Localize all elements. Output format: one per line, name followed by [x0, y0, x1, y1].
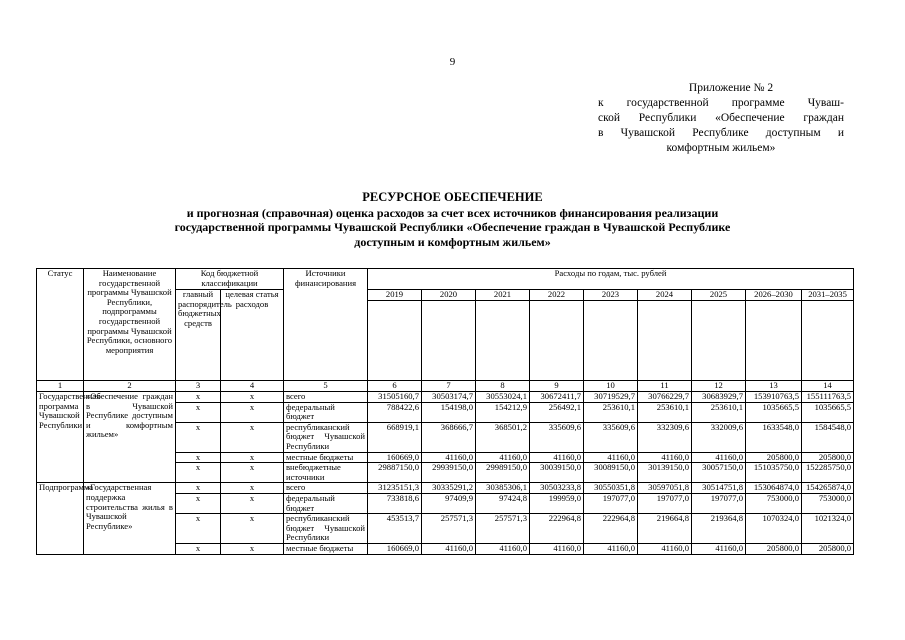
cell-value: 153064874,0 [746, 483, 802, 494]
column-number: 4 [221, 381, 284, 392]
cell-value: 154265874,0 [802, 483, 854, 494]
column-number: 10 [584, 381, 638, 392]
cell-code-target: x [221, 543, 284, 554]
table-row [37, 392, 854, 403]
cell-value: 197077,0 [584, 493, 638, 513]
row-status: Государственная программа Чувашской Республики [37, 392, 84, 483]
cell-value: 253610,1 [638, 402, 692, 422]
cell-value: 31235151,3 [368, 483, 422, 494]
cell-value: 205800,0 [802, 452, 854, 463]
cell-value: 30089150,0 [584, 463, 638, 483]
document-heading [80, 190, 825, 249]
cell-code-main: x [176, 483, 221, 494]
header-code-main: главный распорядитель бюджетных средств [176, 290, 221, 381]
cell-value: 29989150,0 [476, 463, 530, 483]
cell-value: 41160,0 [638, 452, 692, 463]
cell-code-main: x [176, 463, 221, 483]
column-number: 5 [284, 381, 368, 392]
cell-code-main: x [176, 422, 221, 452]
cell-value: 30514751,8 [692, 483, 746, 494]
cell-value: 1070324,0 [746, 514, 802, 544]
cell-value: 30683929,7 [692, 392, 746, 403]
cell-value: 29939150,0 [422, 463, 476, 483]
column-number: 12 [692, 381, 746, 392]
cell-code-target: x [221, 514, 284, 544]
cell-value: 197077,0 [692, 493, 746, 513]
header-year: 2019 [368, 290, 422, 301]
cell-value: 1035665,5 [746, 402, 802, 422]
cell-value: 30039150,0 [530, 463, 584, 483]
cell-value: 368666,7 [422, 422, 476, 452]
cell-value: 41160,0 [584, 543, 638, 554]
cell-source: всего [284, 392, 368, 403]
column-number: 14 [802, 381, 854, 392]
cell-value: 30503233,8 [530, 483, 584, 494]
cell-value: 153910763,5 [746, 392, 802, 403]
appendix-line: ской Республики «Обеспечение граждан [598, 112, 844, 124]
header-year: 2022 [530, 290, 584, 301]
cell-code-main: x [176, 402, 221, 422]
heading-line: доступным и комфортным жильем» [354, 234, 551, 249]
cell-value: 332309,6 [638, 422, 692, 452]
header-code-target: целевая статья расходов [221, 290, 284, 381]
cell-value: 257571,3 [422, 514, 476, 544]
cell-code-target: x [221, 452, 284, 463]
cell-value: 205800,0 [746, 543, 802, 554]
cell-code-target: x [221, 402, 284, 422]
cell-value: 30057150,0 [692, 463, 746, 483]
cell-value: 222964,8 [584, 514, 638, 544]
table-row [37, 483, 854, 494]
cell-value: 41160,0 [584, 452, 638, 463]
cell-code-main: x [176, 514, 221, 544]
column-number: 1 [37, 381, 84, 392]
header-year: 2025 [692, 290, 746, 301]
cell-value: 30553024,1 [476, 392, 530, 403]
cell-value: 97409,9 [422, 493, 476, 513]
cell-value: 1633548,0 [746, 422, 802, 452]
cell-source: внебюджетные источники [284, 463, 368, 483]
cell-value: 257571,3 [476, 514, 530, 544]
cell-value: 41160,0 [530, 452, 584, 463]
cell-value: 41160,0 [692, 543, 746, 554]
cell-value: 29887150,0 [368, 463, 422, 483]
cell-value: 1021324,0 [802, 514, 854, 544]
cell-source: местные бюджеты [284, 452, 368, 463]
cell-value: 1584548,0 [802, 422, 854, 452]
cell-value: 335609,6 [530, 422, 584, 452]
cell-value: 41160,0 [422, 452, 476, 463]
header-year: 2020 [422, 290, 476, 301]
cell-value: 219664,8 [638, 514, 692, 544]
cell-value: 160669,0 [368, 452, 422, 463]
row-status: Подпрограмма [37, 483, 84, 554]
cell-value: 41160,0 [638, 543, 692, 554]
cell-value: 41160,0 [422, 543, 476, 554]
header-code: Код бюджетной классификации [176, 269, 284, 290]
header-year: 2021 [476, 290, 530, 301]
column-number: 11 [638, 381, 692, 392]
cell-value: 160669,0 [368, 543, 422, 554]
cell-value: 97424,8 [476, 493, 530, 513]
cell-value: 219364,8 [692, 514, 746, 544]
cell-source: республиканский бюджет Чувашской Республики [284, 422, 368, 452]
cell-value: 31505160,7 [368, 392, 422, 403]
column-number: 9 [530, 381, 584, 392]
resource-table [36, 268, 854, 555]
header-sources: Источники финансирования [284, 269, 368, 381]
cell-value: 30597051,8 [638, 483, 692, 494]
cell-source: местные бюджеты [284, 543, 368, 554]
cell-value: 41160,0 [476, 543, 530, 554]
row-name: «Государственная поддержка строительства жилья в Чувашской Республике» [84, 483, 176, 554]
cell-code-target: x [221, 483, 284, 494]
cell-value: 30385306,1 [476, 483, 530, 494]
cell-value: 30672411,7 [530, 392, 584, 403]
cell-value: 733818,6 [368, 493, 422, 513]
cell-code-target: x [221, 493, 284, 513]
cell-value: 332009,6 [692, 422, 746, 452]
cell-value: 253610,1 [584, 402, 638, 422]
appendix-line: комфортным жильем» [666, 142, 776, 154]
cell-code-main: x [176, 493, 221, 513]
cell-value: 155111763,5 [802, 392, 854, 403]
column-number: 13 [746, 381, 802, 392]
heading-title: РЕСУРСНОЕ ОБЕСПЕЧЕНИЕ [362, 190, 543, 204]
header-year: 2024 [638, 290, 692, 301]
column-number: 2 [84, 381, 176, 392]
cell-value: 30139150,0 [638, 463, 692, 483]
header-status: Статус [37, 269, 84, 381]
cell-value: 41160,0 [692, 452, 746, 463]
cell-value: 1035665,5 [802, 402, 854, 422]
cell-value: 30550351,8 [584, 483, 638, 494]
cell-value: 222964,8 [530, 514, 584, 544]
cell-code-target: x [221, 422, 284, 452]
header-year: 2023 [584, 290, 638, 301]
column-number: 3 [176, 381, 221, 392]
cell-value: 205800,0 [746, 452, 802, 463]
header-row [37, 269, 854, 290]
column-number-row [37, 381, 854, 392]
cell-code-main: x [176, 452, 221, 463]
cell-value: 41160,0 [476, 452, 530, 463]
cell-value: 30766229,7 [638, 392, 692, 403]
cell-source: федеральный бюджет [284, 402, 368, 422]
cell-value: 335609,6 [584, 422, 638, 452]
cell-code-target: x [221, 463, 284, 483]
cell-value: 30503174,7 [422, 392, 476, 403]
cell-source: всего [284, 483, 368, 494]
cell-value: 151035750,0 [746, 463, 802, 483]
column-number: 8 [476, 381, 530, 392]
appendix-line: к государственной программе Чуваш- [598, 97, 844, 109]
cell-value: 256492,1 [530, 402, 584, 422]
column-number: 7 [422, 381, 476, 392]
cell-value: 199959,0 [530, 493, 584, 513]
cell-value: 30335291,2 [422, 483, 476, 494]
cell-value: 368501,2 [476, 422, 530, 452]
heading-line: государственной программы Чувашской Республики «Обеспечение граждан в Чувашской Республике [174, 220, 731, 234]
header-year: 2026–2030 [746, 290, 802, 301]
cell-value: 788422,6 [368, 402, 422, 422]
page-number: 9 [449, 56, 456, 68]
cell-value: 253610,1 [692, 402, 746, 422]
cell-value: 152285750,0 [802, 463, 854, 483]
cell-value: 753000,0 [802, 493, 854, 513]
cell-value: 453513,7 [368, 514, 422, 544]
cell-value: 154212,9 [476, 402, 530, 422]
appendix-line: в Чувашской Республике доступным и [598, 127, 844, 139]
cell-value: 154198,0 [422, 402, 476, 422]
cell-value: 668919,1 [368, 422, 422, 452]
header-year: 2031–2035 [802, 290, 854, 301]
header-expenses: Расходы по годам, тыс. рублей [368, 269, 854, 290]
cell-value: 753000,0 [746, 493, 802, 513]
cell-value: 41160,0 [530, 543, 584, 554]
cell-value: 197077,0 [638, 493, 692, 513]
cell-source: республиканский бюджет Чувашской Республики [284, 514, 368, 544]
heading-line: и прогнозная (справочная) оценка расходов за счет всех источников финансирования реализации [186, 205, 719, 220]
cell-source: федеральный бюджет [284, 493, 368, 513]
header-name: Наименование государственной программы Чувашской Республики, подпрограммы государственной программы Чувашской Республики, основного мероприятия [84, 269, 176, 381]
appendix-title: Приложение № 2 [688, 82, 774, 94]
column-number: 6 [368, 381, 422, 392]
cell-value: 30719529,7 [584, 392, 638, 403]
cell-code-main: x [176, 392, 221, 403]
cell-value: 205800,0 [802, 543, 854, 554]
cell-code-target: x [221, 392, 284, 403]
row-name: «Обеспечение граждан в Чувашской Республике доступным и комфортным жильем» [84, 392, 176, 483]
appendix-block [598, 81, 844, 156]
cell-code-main: x [176, 543, 221, 554]
